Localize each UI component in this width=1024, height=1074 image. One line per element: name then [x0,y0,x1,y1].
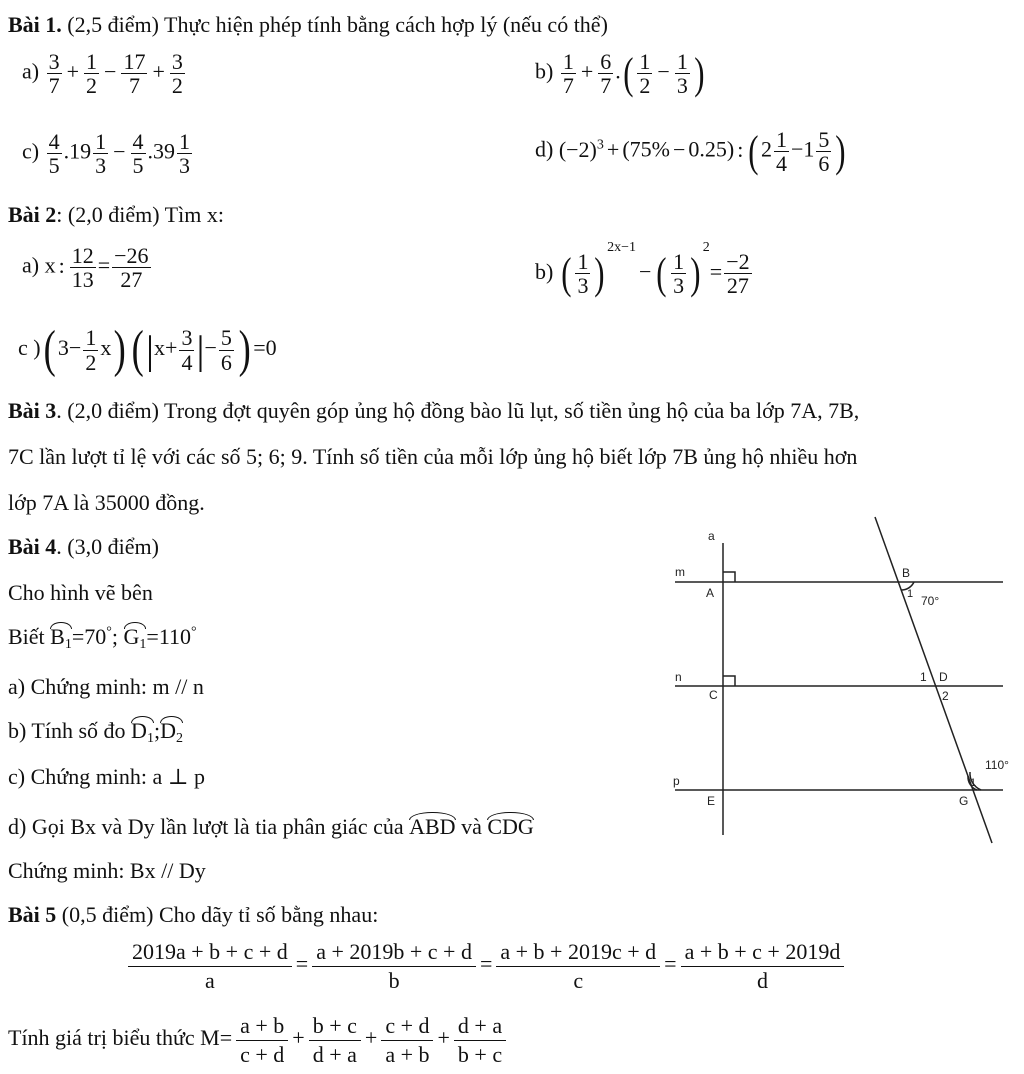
qd-text: d) Gọi Bx và Dy lần lượt là tia phân giác của [8,814,404,839]
bai4-intro: Cho hình vẽ bên [8,580,153,605]
bai4-desc: . (3,0 điểm) [56,534,159,559]
label-m: m [675,565,685,579]
geometry-figure [665,515,1010,850]
bai5-heading [8,902,378,928]
label-a: a [708,529,715,543]
bai1-a: a) $\frac{3}{7}$ + $\frac{1}{2}$ − $\frac{17}{7}$ + $\frac{3}{2}$ [22,49,183,99]
label-G: G [959,794,969,808]
bai3-line3: lớp 7A là 35000 đồng. [8,490,205,515]
bai4-qd2: Chứng minh: Bx // Dy [8,858,206,883]
bai1-heading [8,12,608,38]
bai1-desc: (2,5 điểm) Thực hiện phép tính bằng cách hợp lý (nếu có thể) [67,12,608,37]
line-transversal [875,517,992,843]
bai3-title: Bài 3 [8,398,57,423]
bai5-title: Bài 5 [8,902,57,927]
bai1-b: b) $\frac{1}{7}$ + $\frac{6}{7}$ .( $\frac{1}{2}$ − $\frac{1}{3}$ ) [535,48,705,99]
right-angle-A [723,572,735,582]
bai1-d: d) $(-2)^3 + (75\% - 0.25)$ : (2 $\frac{1}{4}$ −1 $\frac{5}{6}$ ) [535,126,846,177]
angle-D1: 1 [920,670,927,684]
label-A: A [706,586,715,600]
angle-D2: 2 [942,689,949,703]
angle-G-value: 110° [985,758,1009,772]
label-c: c) [22,138,40,164]
bai4-given: Biết $B_1=70^\circ$; $G_1=110^\circ$ [8,624,197,652]
bai3-line1 [8,398,859,424]
label-c: c ) [18,335,41,361]
bai1-c: c) $\frac{4}{5}$ .19 $\frac{1}{3}$ − $\frac{4}{5}$ .39 $\frac{1}{3}$ [22,129,191,179]
bai2-heading [8,202,224,228]
label-C: C [709,688,718,702]
bai4-qb: b) Tính số đo $D_1;D_2$ [8,718,183,746]
bai4-qd: d) Gọi Bx và Dy lần lượt là tia phân giác của ABD và CDG [8,814,534,839]
label-b: b) [535,259,554,284]
label-D: D [939,670,948,684]
label-n: n [675,670,682,684]
angle-G1: 1 [970,777,977,789]
angle-B1: 1 [907,588,914,600]
label-E: E [707,794,716,808]
bai4-qa: a) Chứng minh: m // n [8,674,204,699]
bai3-line2: 7C lần lượt tỉ lệ với các số 5; 6; 9. Tính số tiền của mỗi lớp ủng hộ biết lớp 7B ủng hộ nhiều hơn [8,444,858,469]
bai2-b: b) ( $\frac{1}{3}$ )$^{2x-1}$− ( $\frac{1}{3}$ )$^2$= $\frac{-2}{27}$ [535,240,750,299]
bai4-heading [8,534,159,560]
label-B: B [902,566,911,580]
bai5-question: Tính giá trị biểu thức M= $\frac{a + b}{c + d}$ + $\frac{b + c}{d + a}$ + $\frac{c + d}{a + b}$ + $\frac{d + a}{b + c}$ [8,1012,510,1068]
bai2-a: a) x : $\frac{12}{13}$ = $\frac{-26}{27}$ [22,243,149,293]
angle-B-value: 70° [921,594,940,608]
bai4-qc: c) Chứng minh: a ⊥ p [8,764,205,789]
label-a: a) [22,252,40,278]
bai2-title: Bài 2 [8,202,57,227]
qd-and: và [461,814,482,839]
bai2-c: c )( 3− $\frac{1}{2}$ x)(|x+ $\frac{3}{4}$ |− $\frac{5}{6}$ ) =0 [18,321,277,378]
label-b: b) [535,58,554,84]
bai5-ask: Tính giá trị biểu thức [8,1025,195,1051]
bai5-ratio-chain: $\frac{2019a + b + c + d}{a}$ = $\frac{a + 2019b + c + d}{b}$ = $\frac{a + b + 2019c + d}{c}$ = $\frac{a + b + c + 2019d}{d}$ [124,938,848,994]
label-p: p [673,774,680,788]
bai3-text1: . (2,0 điểm) Trong đợt quyên góp ủng hộ đồng bào lũ lụt, số tiền ủng hộ của ba lớp 7A, 7B, [56,398,860,423]
bai4-title: Bài 4 [8,534,57,559]
label-d: d) [535,136,554,162]
label-a: a) [22,58,40,84]
given-prefix: Biết [8,624,45,649]
bai1-title: Bài 1. [8,12,62,37]
right-angle-C [723,676,735,686]
bai2-desc: : (2,0 điểm) Tìm x: [56,202,224,227]
bai5-desc: (0,5 điểm) Cho dãy tỉ số bằng nhau: [61,902,379,927]
qb-text: b) Tính số đo [8,718,126,743]
